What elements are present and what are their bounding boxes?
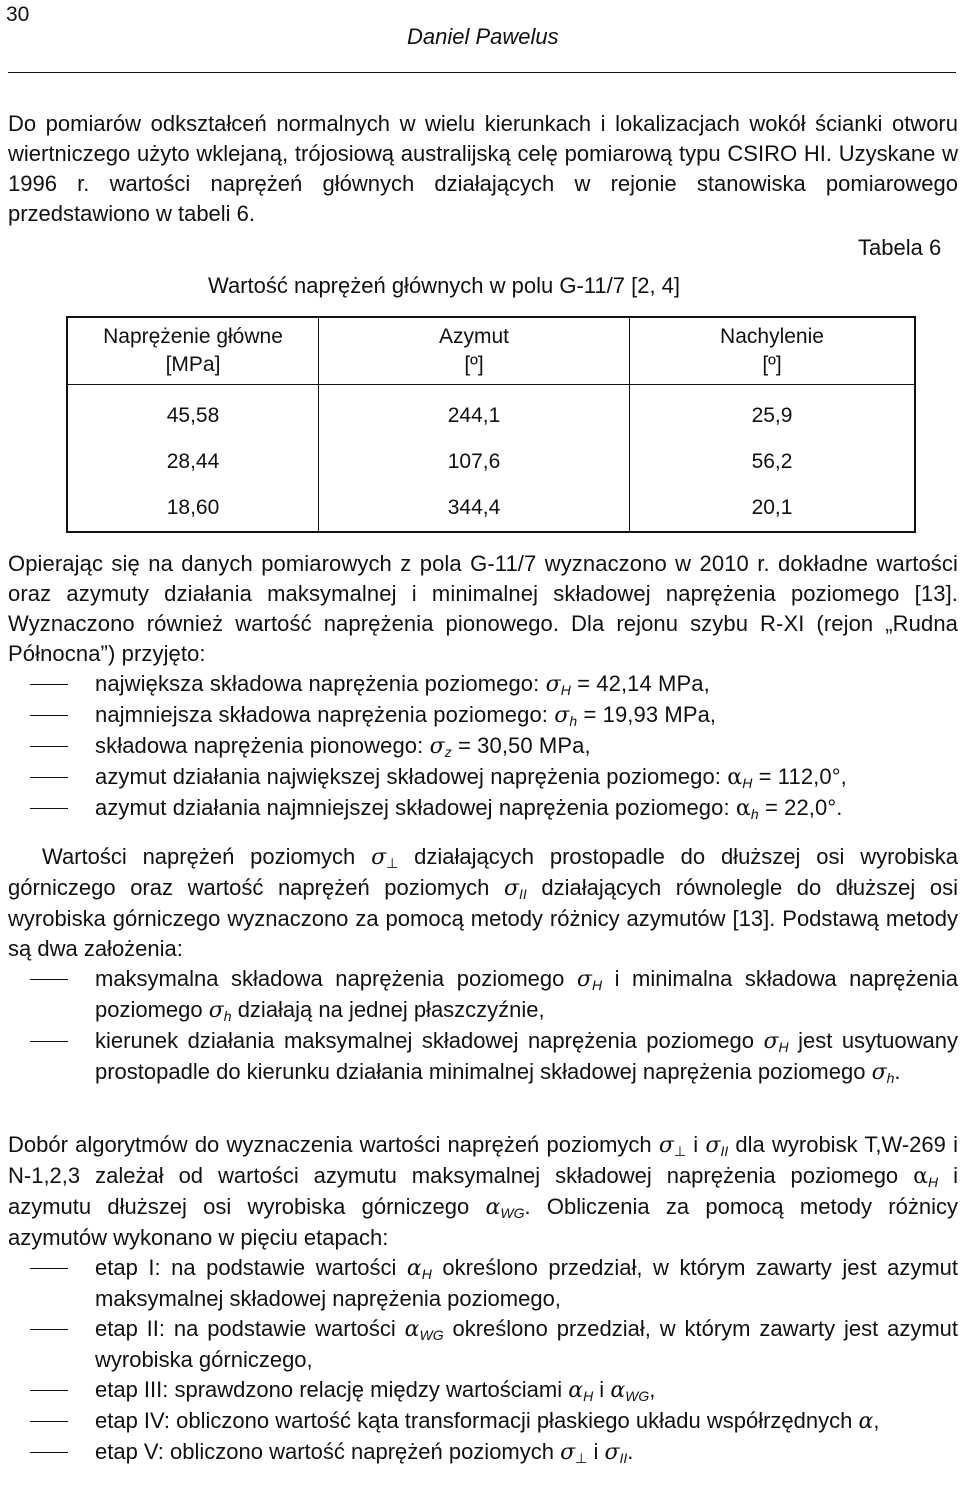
symbol: α	[913, 1164, 929, 1189]
symbol: α	[727, 765, 743, 790]
symbol: σ	[554, 703, 570, 728]
symbol: σ	[208, 998, 224, 1023]
text-run: etap V: obliczono wartość naprężeń poziomych	[95, 1439, 561, 1464]
table-cell: 244,1	[319, 385, 630, 440]
subscript: WG	[419, 1327, 444, 1343]
table-cell: 18,60	[67, 485, 319, 532]
subscript: H	[560, 682, 571, 698]
list-item	[8, 1437, 958, 1468]
subscript: h	[886, 1070, 895, 1086]
symbol: σ	[658, 1133, 674, 1158]
text-run: działają na jednej płaszczyźnie,	[231, 997, 545, 1022]
item-text: azymut działania największej składowej naprężenia poziomego:	[95, 764, 728, 789]
item-value: = 42,14 MPa,	[570, 671, 710, 696]
text-run: maksymalna składowa naprężenia poziomego	[95, 966, 577, 991]
symbol: α	[568, 1378, 584, 1403]
symbol: σ	[705, 1133, 721, 1158]
text-run: Wartości naprężeń poziomych	[42, 844, 372, 869]
table-cell: 25,9	[630, 385, 916, 440]
text-run: ,	[873, 1408, 880, 1433]
subscript: H	[778, 1039, 789, 1055]
text-run: . Obliczenia za pomocą metody różnicy azymutów wykonano w pięciu etapach:	[8, 1194, 958, 1250]
table-cell: 28,44	[67, 439, 319, 485]
method-paragraph	[8, 842, 958, 964]
text-run: dla wyrobisk T,W-269 i N-1,2,3 zależał od wartości azymutu maksymalnej składowej naprężenia poziomego	[8, 1132, 958, 1188]
symbol: σ	[429, 734, 445, 759]
list-item	[8, 762, 958, 793]
text-run: działających równolegle do dłuższej osi wyrobiska górniczego wyznaczono za pomocą metody różnicy azymutów [13]. Podstawą metody są dwa założenia:	[8, 875, 958, 961]
table-label: Tabela 6	[858, 235, 942, 260]
assumed-values-list	[8, 669, 958, 824]
subscript: h	[750, 806, 759, 822]
symbol: α	[610, 1378, 626, 1403]
subscript: h	[569, 713, 578, 729]
header-line: Naprężenie główne	[103, 325, 283, 348]
header-unit: [MPa]	[165, 353, 221, 376]
text-run: określono przedział, w którym zawarty jest azymut maksymalnej składowej naprężenia poziomego,	[95, 1255, 958, 1311]
symbol: σ	[604, 1440, 620, 1465]
item-text: składowa naprężenia pionowego:	[95, 733, 430, 758]
header-rule	[8, 72, 956, 73]
symbol: σ	[871, 1060, 887, 1085]
stages-list	[8, 1253, 958, 1468]
text-run: i	[686, 1132, 706, 1157]
stress-table	[66, 316, 916, 533]
table-title: Wartość naprężeń głównych w polu G-11/7 [2, 4]	[208, 273, 681, 298]
symbol: σ	[371, 845, 387, 870]
subscript: h	[223, 1008, 232, 1024]
table-cell: 344,4	[319, 485, 630, 532]
algorithm-paragraph	[8, 1130, 958, 1253]
symbol: α	[735, 796, 751, 821]
symbol: α	[404, 1317, 420, 1342]
subscript: H	[591, 977, 603, 993]
method-assumptions-list	[8, 964, 958, 1088]
text-run: .	[627, 1439, 634, 1464]
list-item	[8, 964, 958, 1026]
table-cell: 20,1	[630, 485, 916, 532]
item-value: = 19,93 MPa,	[577, 702, 717, 727]
symbol: σ	[545, 672, 561, 697]
symbol: α	[406, 1256, 422, 1281]
text-run: .	[894, 1059, 901, 1084]
symbol: σ	[503, 876, 520, 901]
header-azimuth	[319, 317, 630, 385]
subscript: ⊥	[386, 855, 399, 871]
subscript: WG	[500, 1205, 525, 1221]
subscript: H	[742, 775, 753, 791]
symbol: α	[858, 1409, 874, 1434]
list-item	[8, 1406, 958, 1437]
subscript: H	[583, 1388, 594, 1404]
item-value: = 22,0°.	[758, 795, 843, 820]
text-run: i	[593, 1377, 611, 1402]
list-item	[8, 1253, 958, 1314]
table-row	[67, 385, 915, 440]
text-run: etap III: sprawdzono relację między wartościami	[95, 1377, 569, 1402]
header-line: Nachylenie	[720, 325, 824, 348]
list-item	[8, 1375, 958, 1406]
list-item	[8, 700, 958, 731]
table-cell: 56,2	[630, 439, 916, 485]
table-cell: 107,6	[319, 439, 630, 485]
item-text: azymut działania najmniejszej składowej naprężenia poziomego:	[95, 795, 736, 820]
text-run: jest usytuowany prostopadle do kierunku działania minimalnej składowej naprężenia poziomego	[95, 1028, 958, 1084]
symbol: α	[485, 1195, 501, 1220]
text-run: Dobór algorytmów do wyznaczenia wartości naprężeń poziomych	[8, 1132, 659, 1157]
table-header-row	[67, 317, 915, 385]
subscript: H	[421, 1266, 432, 1282]
page-number: 30	[6, 3, 30, 26]
subscript: ⊥	[575, 1450, 588, 1466]
subscript: II	[519, 886, 527, 902]
running-header-author: Daniel Pawelus	[407, 24, 559, 49]
subscript: z	[444, 744, 452, 760]
text-run: ,	[649, 1377, 656, 1402]
subscript: H	[928, 1174, 939, 1190]
text-run: działających prostopadle do dłuższej osi wyrobiska górniczego oraz wartość naprężeń poziomych	[8, 844, 959, 900]
header-line: Azymut	[438, 325, 509, 348]
text-run: etap IV: obliczono wartość kąta transformacji płaskiego układu współrzędnych	[95, 1408, 859, 1433]
section-assumed-values	[8, 549, 958, 824]
text-run: i azymutu dłuższej osi wyrobiska górniczego	[8, 1163, 959, 1219]
text-run: etap I: na podstawie wartości	[95, 1255, 407, 1280]
section-azimuth-method	[8, 842, 958, 1088]
header-unit: [º]	[762, 353, 782, 376]
intro-paragraph: Do pomiarów odkształceń normalnych w wielu kierunkach i lokalizacjach wokół ścianki otworu wiertniczego użyto wklejaną, trójosiową australijską celę pomiarową typu CSIRO HI. Uzyskane w 1996 r. wartości naprężeń głównych działających w rejonie stanowiska pomiarowego przedstawiono w tabeli 6.	[8, 111, 958, 226]
subscript: II	[619, 1450, 628, 1466]
subscript: WG	[625, 1388, 650, 1404]
text-run: kierunek działania maksymalnej składowej naprężenia poziomego	[95, 1028, 764, 1053]
header-principal-stress	[67, 317, 319, 385]
text-run: i minimalna składowa naprężenia poziomego	[95, 966, 958, 1022]
list-item	[8, 669, 958, 700]
text-run: etap II: na podstawie wartości	[95, 1316, 405, 1341]
item-value: = 112,0°,	[752, 764, 847, 789]
symbol: σ	[576, 967, 592, 992]
table-row	[67, 485, 915, 532]
symbol: σ	[763, 1029, 779, 1054]
list-item	[8, 793, 958, 824]
item-text: największa składowa naprężenia poziomego:	[95, 671, 546, 696]
table-cell: 45,58	[67, 385, 319, 440]
table-row	[67, 439, 915, 485]
text-run: określono przedział, w którym zawarty jest azymut wyrobiska górniczego,	[95, 1316, 958, 1372]
section-algorithm-stages	[8, 1130, 958, 1468]
subscript: II	[720, 1143, 729, 1159]
item-value: = 30,50 MPa,	[451, 733, 591, 758]
list-item	[8, 1314, 958, 1375]
subscript: ⊥	[673, 1143, 687, 1159]
item-text: najmniejsza składowa naprężenia poziomego:	[95, 702, 555, 727]
header-unit: [º]	[464, 353, 484, 376]
header-inclination	[630, 317, 916, 385]
text-run: i	[587, 1439, 605, 1464]
symbol: σ	[560, 1440, 576, 1465]
assumptions-paragraph: Opierając się na danych pomiarowych z pola G-11/7 wyznaczono w 2010 r. dokładne wartości oraz azymuty działania maksymalnej i minimalnej składowej naprężenia poziomego [13]. Wyznaczono również wartość naprężenia pionowego. Dla rejonu szybu R-XI (rejon „Rudna Północna”) przyjęto:	[8, 551, 958, 666]
list-item	[8, 731, 958, 762]
list-item	[8, 1026, 958, 1088]
